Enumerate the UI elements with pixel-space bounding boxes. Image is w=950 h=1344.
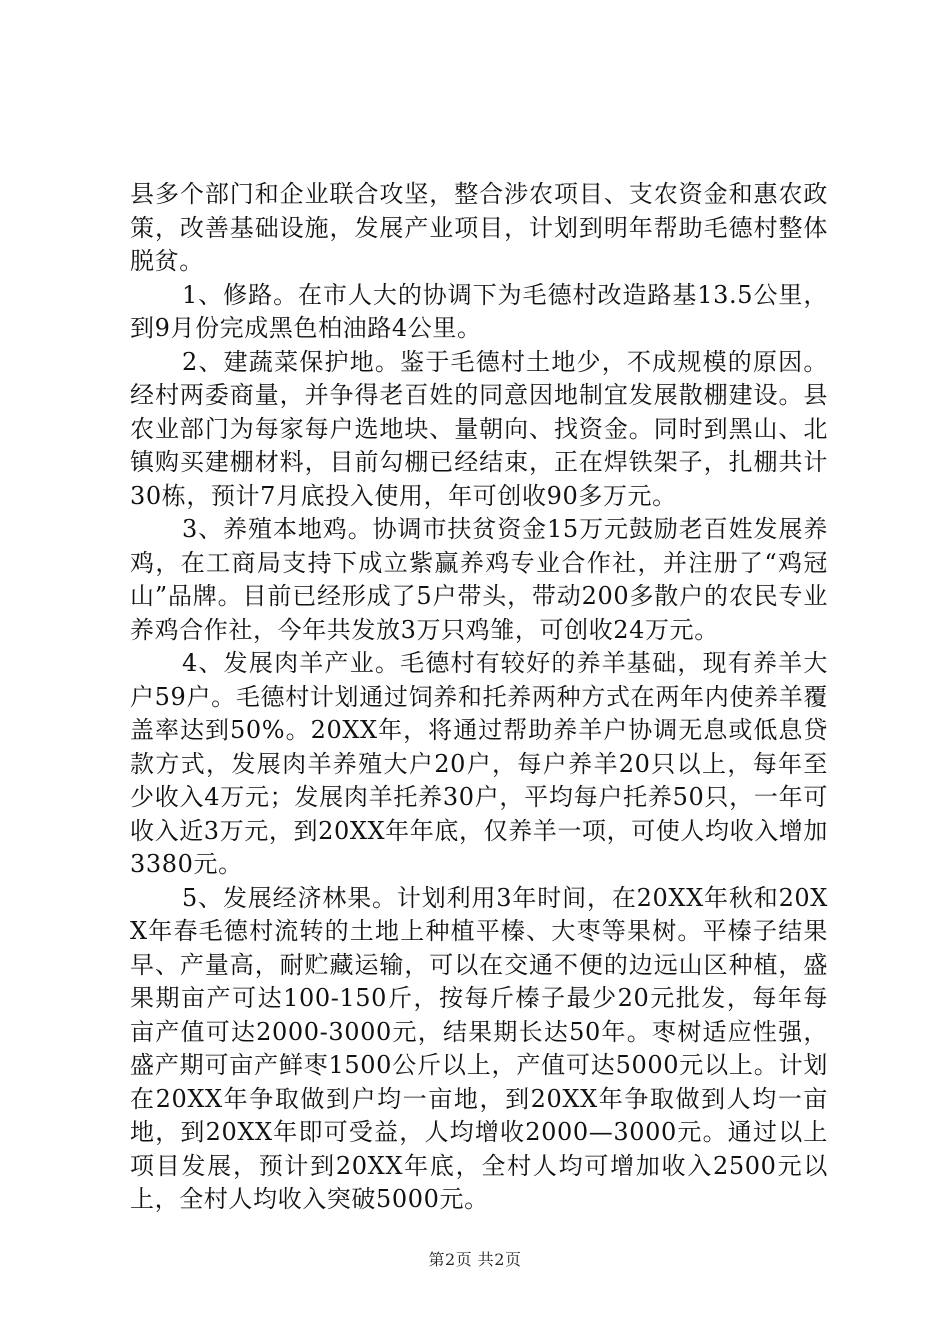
paragraph-intro-continuation: 县多个部门和企业联合攻坚，整合涉农项目、支农资金和惠农政策，改善基础设施，发展产业项目，计划到明年帮助毛德村整体脱贫。 (130, 180, 828, 275)
page-number-label: 第2页 共2页 (428, 1250, 522, 1269)
paragraph-item-5-orchard: 5、发展经济林果。计划利用3年时间，在20XX年秋和20XX年春毛德村流转的土地上种植平榛、大枣等果树。平榛子结果早、产量高，耐贮藏运输，可以在交通不便的边远山区种植，盛果期亩产可达100-150斤，按每斤榛子最少20元批发，每年每亩产值可达2000-3000元，结果期长达50年。枣树适应性强，盛产期可亩产鲜枣1500公斤以上，产值可达5000元以上。计划在20XX年争取做到户均一亩地，到20XX年争取做到人均一亩地，到20XX年即可受益，人均增收2000—3000元。通过以上项目发展，预计到20XX年底，全村人均可增加收入2500元以上，全村人均收入突破5000元。 (130, 883, 828, 1213)
paragraph-item-3-chicken: 3、养殖本地鸡。协调市扶贫资金15万元鼓励老百姓发展养鸡，在工商局支持下成立紫赢养鸡专业合作社，并注册了“鸡冠山”品牌。目前已经形成了5户带头，带动200多散户的农民专业养鸡合作社，今年共发放3万只鸡雏，可创收24万元。 (130, 515, 828, 644)
paragraph-item-4-sheep: 4、发展肉羊产业。毛德村有较好的养羊基础，现有养羊大户59户。毛德村计划通过饲养和托养两种方式在两年内使养羊覆盖率达到50%。20XX年，将通过帮助养羊户协调无息或低息贷款方式，发展肉羊养殖大户20户，每户养羊20只以上，每年至少收入4万元；发展肉羊托养30户，平均每户托养50只，一年可收入近3万元，到20XX年年底，仅养羊一项，可使人均收入增加3380元。 (130, 649, 828, 878)
page-footer (0, 1247, 950, 1270)
paragraph-item-1-road: 1、修路。在市人大的协调下为毛德村改造路基13.5公里，到9月份完成黑色柏油路4公里。 (130, 280, 828, 342)
paragraph-item-2-greenhouse: 2、建蔬菜保护地。鉴于毛德村土地少，不成规模的原因。经村两委商量，并争得老百姓的同意因地制宜发展散棚建设。县农业部门为每家每户选地块、量朝向、找资金。同时到黑山、北镇购买建棚材料，目前勾棚已经结束，正在焊铁架子，扎棚共计30栋，预计7月底投入使用，年可创收90多万元。 (130, 347, 828, 510)
document-body (130, 178, 828, 1217)
